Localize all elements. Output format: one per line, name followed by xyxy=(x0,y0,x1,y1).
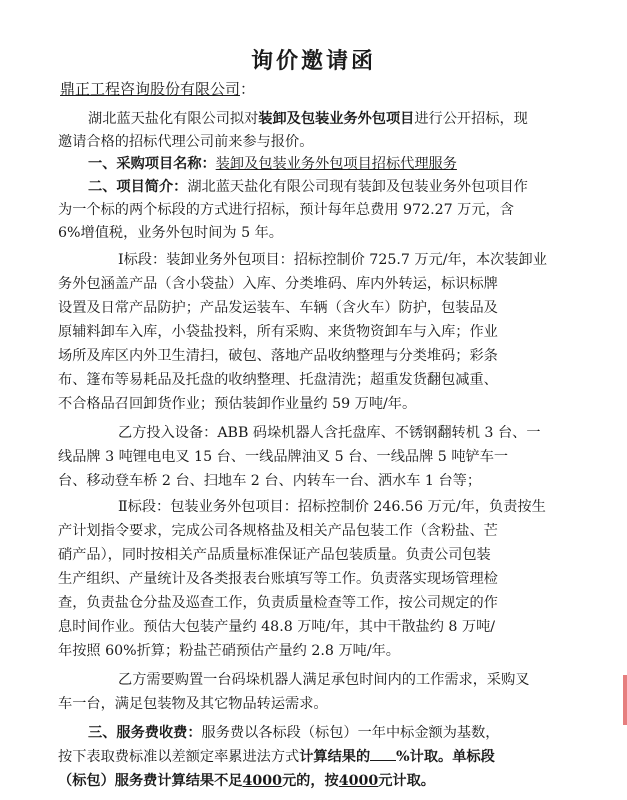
section-1-value: 装卸及包装业务外包项目招标代理服务 xyxy=(215,156,457,172)
page-title: 询价邀请函 xyxy=(250,49,376,74)
section-3-text-d: %计取。单标段 xyxy=(396,749,495,765)
section-3-text-f: 元的，按 xyxy=(281,773,339,789)
section-3-line-1 xyxy=(58,722,583,742)
lot2-line-2: 产计划指令要求，完成公司各规格盐及相关产品包装工作（含粉盐、芒 xyxy=(58,523,498,539)
section-3-label: 三、服务费收费： xyxy=(88,725,202,741)
intro-line-2: 邀请合格的招标代理公司前来参与报价。 xyxy=(58,134,314,150)
lot1-line-5: 场所及库区内外卫生清扫，破包、落地产品收纳整理与分类堆码；彩条 xyxy=(58,348,498,364)
section-2-line-3: 6%增值税，业务外包时间为 5 年。 xyxy=(58,225,283,241)
section-3-line-3 xyxy=(58,770,583,790)
robot-line-2: 车一台，满足包装物及其它物品转运需求。 xyxy=(58,696,328,712)
lot2-line-4: 生产组织、产量统计及各类报表台账填写等工作。负责落实现场管理检 xyxy=(58,571,498,587)
intro-text-a: 湖北蓝天盐化有限公司拟对 xyxy=(88,111,259,127)
lot1-line-6: 布、篷布等易耗品及托盘的收纳整理、托盘清洗；超重发货翻包减重、 xyxy=(58,372,498,388)
equipment-line-3: 台、移动登车桥 2 台、扫地车 2 台、内转车一台、洒水车 1 台等； xyxy=(58,473,482,489)
addressee-line xyxy=(60,78,255,99)
addressee-name: 鼎正工程咨询股份有限公司 xyxy=(60,80,241,98)
section-2-line-1 xyxy=(58,176,583,196)
robot-line-1: 乙方需要购置一台码垛机器人满足承包时间内的工作需求，采购叉 xyxy=(118,672,530,688)
equipment-line-1: 乙方投入设备：ABB 码垛机器人含托盘库、不锈钢翻转机 3 台、一 xyxy=(118,425,541,441)
section-2-label: 二、项目简介： xyxy=(88,179,188,195)
addressee-colon: ： xyxy=(240,80,256,98)
lot1-line-2: 务外包涵盖产品（含小袋盐）入库、分类堆码、库内外转运，标识标牌 xyxy=(58,276,498,292)
lot2-line-5: 查，负责盐仓分盐及巡查工作，负责质量检查等工作，按公司规定的作 xyxy=(58,595,498,611)
section-2-text: 湖北蓝天盐化有限公司现有装卸及包装业务外包项目作 xyxy=(187,179,528,195)
section-3-text-c: 计算结果的 xyxy=(299,749,371,765)
min-fee-amount-1: 4000 xyxy=(242,773,282,789)
min-fee-amount-2: 4000 xyxy=(338,773,379,789)
intro-line-1 xyxy=(58,108,583,128)
lot2-line-1: Ⅱ标段：包装业务外包项目：招标控制价 246.56 万元/年，负责按生 xyxy=(118,499,546,515)
section-1 xyxy=(58,153,583,173)
lot1-line-3: 设置及日常产品防护；产品发运装车、车辆（含火车）防护，包装品及 xyxy=(58,300,498,316)
intro-project-name: 装卸及包装业务外包项目 xyxy=(258,111,415,127)
section-2-line-2: 为一个标的两个标段的方式进行招标，预计每年总费用 972.27 万元，含 xyxy=(58,202,514,218)
section-3-text-g: 元计取。 xyxy=(378,773,435,789)
rate-blank xyxy=(370,748,396,761)
section-3-text-e: （标包）服务费计算结果不足 xyxy=(58,773,243,789)
section-3-text-b: 按下表取费标准以差额定率累进法方式 xyxy=(58,749,300,765)
lot1-line-4: 原辅料卸车入库，小袋盐投料，所有采购、来货物资卸车与入库；作业 xyxy=(58,324,498,340)
lot1-line-1: Ⅰ标段：装卸业务外包项目：招标控制价 725.7 万元/年，本次装卸业 xyxy=(118,252,547,268)
lot1-line-7: 不合格品召回卸货作业；预估装卸作业量约 59 万吨/年。 xyxy=(58,396,417,412)
section-3-line-2 xyxy=(58,746,583,766)
page-edge-mark xyxy=(623,675,627,725)
lot2-line-7: 年按照 60%折算；粉盐芒硝预估产量约 2.8 万吨/年。 xyxy=(58,643,400,659)
equipment-line-2: 线品牌 3 吨锂电电叉 15 台、一线品牌油叉 5 台、一线品牌 5 吨铲车一 xyxy=(58,449,509,465)
lot2-line-6: 息时间作业。预估大包装产量约 48.8 万吨/年，其中干散盐约 8 万吨/ xyxy=(58,619,496,635)
section-3-text-a: 服务费以各标段（标包）一年中标金额为基数， xyxy=(201,725,500,741)
lot2-line-3: 硝产品），同时按相关产品质量标准保证产品包装质量。负责公司包装 xyxy=(58,547,491,563)
section-1-label: 一、采购项目名称： xyxy=(88,156,216,172)
intro-text-c: 进行公开招标，现 xyxy=(414,111,528,127)
